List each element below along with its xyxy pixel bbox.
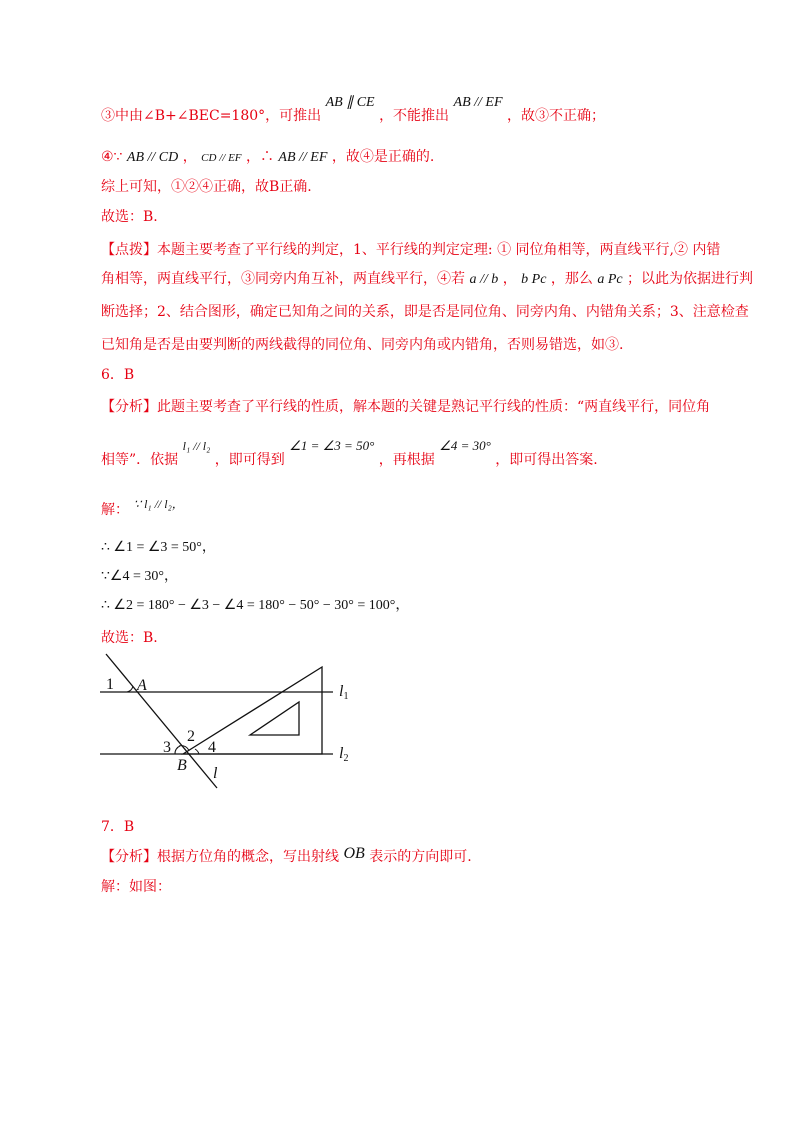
q6-number: 6．B	[101, 367, 135, 383]
angle-3-arc	[175, 746, 180, 754]
q6-step-3: ∵∠4 = 30°，	[101, 569, 178, 584]
label-3: 3	[163, 739, 171, 756]
transversal-l	[106, 654, 217, 788]
text: 角相等，两直线平行，③同旁内角互补，两直线平行，④若	[101, 271, 465, 287]
answer-line: 故选：B.	[101, 209, 158, 225]
math-angle-1-3: ∠1 = ∠3 = 50°	[289, 438, 375, 453]
text: 相等”．依据	[101, 452, 179, 468]
dianbo-line-1: 【点拨】本题主要考查了平行线的判定，1、平行线的判定定理: ① 同位角相等，两直线平行,② 内错	[101, 242, 721, 258]
math-ab-parallel-ef: AB // EF	[453, 95, 503, 110]
text: 解：	[101, 502, 129, 518]
angle-1-arc	[127, 686, 133, 692]
q7-solution: 解：如图：	[101, 879, 171, 895]
text: ④∵	[101, 149, 123, 165]
text: ，故④是正确的.	[331, 149, 435, 165]
text: ，即可得出答案.	[495, 452, 598, 468]
q6-step-2: ∴ ∠1 = ∠3 = 50°，	[101, 540, 216, 555]
label-l1: l1	[339, 683, 349, 702]
math-a-parallel-c: a Pc	[597, 272, 623, 287]
label-l2: l2	[339, 745, 349, 764]
dianbo-line-2	[101, 269, 753, 290]
label-4: 4	[208, 739, 216, 756]
math-angle-4: ∠4 = 30°	[439, 438, 491, 453]
text: 表示的方向即可.	[369, 849, 472, 865]
text: ，	[182, 149, 197, 165]
q6-fenxi-line-1: 【分析】此题主要考查了平行线的性质，解本题的关键是熟记平行线的性质：“两直线平行，同位角	[101, 399, 711, 415]
math-a-parallel-b: a // b	[469, 272, 499, 287]
math-ab-parallel-cd: AB // CD	[126, 150, 179, 165]
text: ，∴	[245, 149, 274, 165]
q7-number: 7．B	[101, 819, 135, 835]
math-ob: OB	[343, 845, 365, 862]
text: ，再根据	[378, 452, 435, 468]
math-cd-parallel-ef: CD // EF	[201, 152, 242, 164]
q6-answer: 故选：B.	[101, 630, 158, 646]
text: ；以此为依据进行判	[627, 271, 754, 287]
math-ab-parallel-ce: AB ∥ CE	[325, 95, 375, 110]
paragraph-4	[101, 147, 434, 168]
parallel-lines-figure	[95, 650, 375, 800]
label-B: B	[177, 757, 187, 774]
triangle-ruler	[183, 667, 322, 754]
text: ，那么	[550, 271, 593, 287]
math-l1-parallel-l2: l₁ // l₂	[182, 439, 211, 453]
q7-fenxi	[101, 847, 472, 867]
label-1: 1	[106, 676, 114, 693]
text: 【分析】根据方位角的概念，写出射线	[101, 849, 339, 865]
dianbo-line-3: 断选择；2、结合图形，确定已知角之间的关系，即是否是同位角、同旁内角、内错角关系；3、注意检查	[101, 304, 749, 320]
label-A: A	[137, 677, 147, 694]
text: ③中由∠B+∠BEC=180°，可推出	[101, 108, 322, 124]
q6-fenxi-line-2	[101, 438, 598, 470]
text: ，不能推出	[379, 108, 450, 124]
summary-line: 综上可知，①②④正确，故B正确.	[101, 179, 312, 195]
text: ，故③不正确；	[506, 108, 605, 124]
label-2: 2	[187, 728, 195, 745]
text: ，即可得到	[214, 452, 285, 468]
angle-4-arc	[195, 749, 199, 754]
math-ab-parallel-ef-2: AB // EF	[278, 150, 328, 165]
q6-step-4: ∴ ∠2 = 180° − ∠3 − ∠4 = 180° − 50° − 30° = 100°，	[101, 598, 410, 613]
text: ，	[502, 271, 517, 287]
q6-solution-start	[101, 497, 184, 520]
label-l: l	[213, 765, 218, 782]
paragraph-3	[101, 95, 605, 127]
dianbo-line-4: 已知角是否是由要判断的两线截得的同位角、同旁内角或内错角，否则易错选，如③.	[101, 337, 624, 353]
math-since-l1-parallel-l2: ∵ l₁ // l₂，	[133, 497, 184, 511]
math-b-parallel-c: b Pc	[521, 272, 547, 287]
